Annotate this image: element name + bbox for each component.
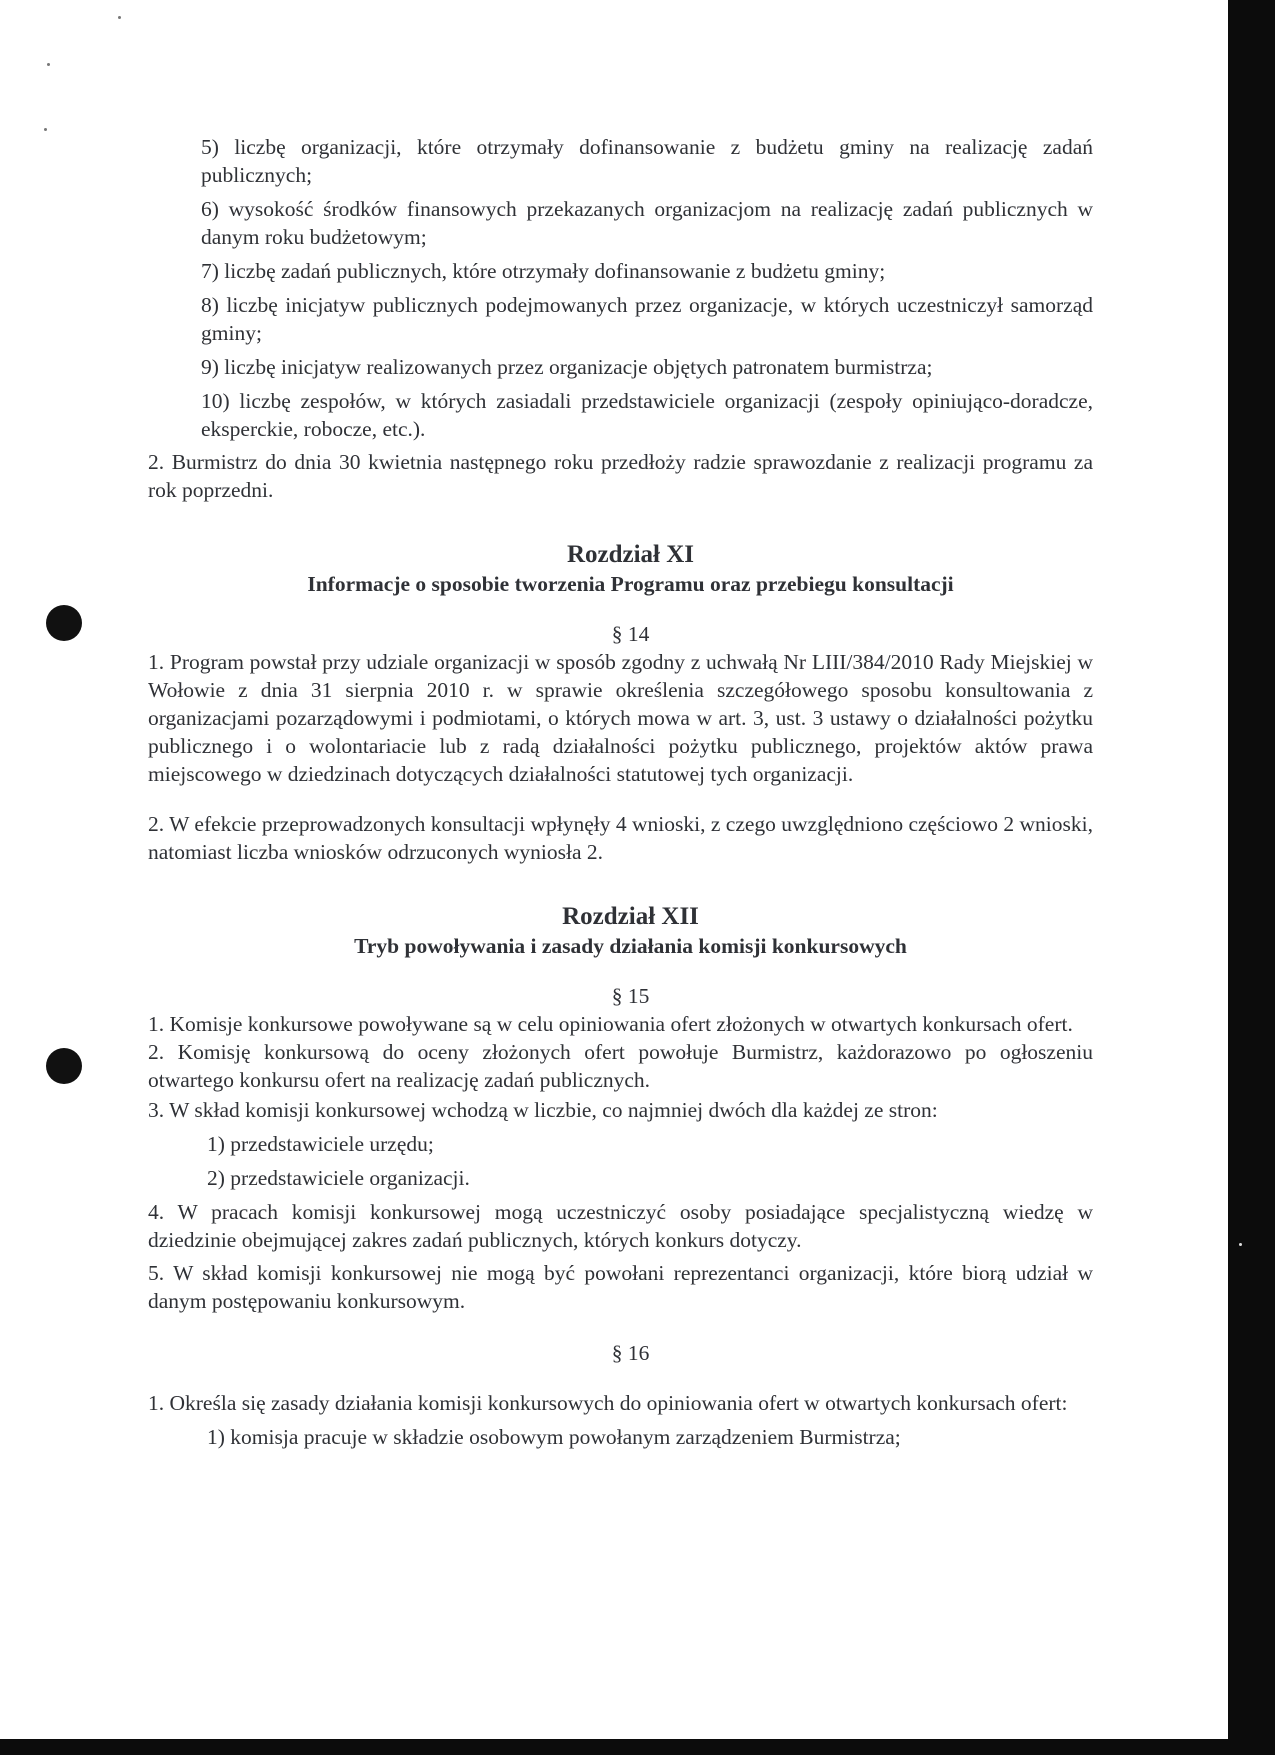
list-item: 5) liczbę organizacji, które otrzymały dofinansowanie z budżetu gminy na realizację zadań publicznych; <box>201 135 1093 187</box>
scan-speck <box>44 128 47 131</box>
section-15-point-2: 2. Komisję konkursową do oceny złożonych ofert powołuje Burmistrz, każdorazowo po ogłoszeniu otwartego konkursu ofert na realizację zadań publicznych. <box>148 1040 1093 1092</box>
section-15-point-5: 5. W skład komisji konkursowej nie mogą być powołani reprezentanci organizacji, które biorą udział w danym postępowaniu konkursowym. <box>148 1261 1093 1313</box>
chapter-title: Rozdział XI <box>566 541 695 568</box>
chapter-subtitle: Informacje o sposobie tworzenia Programu oraz przebiegu konsultacji <box>307 572 954 596</box>
scan-speck <box>1239 1243 1242 1246</box>
reporting-items <box>148 133 1093 504</box>
list-item: 1) komisja pracuje w składzie osobowym powołanym zarządzeniem Burmistrza; <box>207 1425 901 1449</box>
punch-hole-top <box>46 605 82 641</box>
list-item: 8) liczbę inicjatyw publicznych podejmowanych przez organizacje, w których uczestniczył samorząd gminy; <box>201 293 1093 345</box>
list-item: 6) wysokość środków finansowych przekazanych organizacjom na realizację zadań publicznych w danym roku budżetowym; <box>201 197 1093 249</box>
list-item: 1) przedstawiciele urzędu; <box>207 1132 434 1156</box>
list-item: 7) liczbę zadań publicznych, które otrzymały dofinansowanie z budżetu gminy; <box>201 259 886 283</box>
list-item: 9) liczbę inicjatyw realizowanych przez organizacje objętych patronatem burmistrza; <box>201 355 933 379</box>
chapter-title: Rozdział XII <box>562 903 699 930</box>
section-14-point-2: 2. W efekcie przeprowadzonych konsultacji wpłynęły 4 wnioski, z czego uwzględniono częściowo 2 wnioski, natomiast liczba wniosków odrzuconych wyniosła 2. <box>148 812 1093 864</box>
section-14-point-1: 1. Program powstał przy udziale organizacji w sposób zgodny z uchwałą Nr LIII/384/2010 Rady Miejskiej w Wołowie z dnia 31 sierpnia 2010 r. w sprawie określenia szczegółowego sposobu konsultowania z organizacjami pozarządowymi i podmiotami, o których mowa w art. 3, ust. 3 ustawy o działalności pożytku publicznego i o wolontariacie lub z radą działalności pożytku publicznego, projektów aktów prawa miejscowego w dziedzinach dotyczących działalności statutowej tych organizacji. <box>148 650 1093 786</box>
point-2: 2. Burmistrz do dnia 30 kwietnia następnego roku przedłoży radzie sprawozdanie z realizacji programu za rok poprzedni. <box>148 450 1093 502</box>
section-sign-16: § 16 <box>611 1341 650 1365</box>
section-15-point-4: 4. W pracach komisji konkursowej mogą uczestniczyć osoby posiadające specjalistyczną wiedzę w dziedzinie obejmującej zakres zadań publicznych, których konkurs dotyczy. <box>148 1200 1093 1252</box>
scan-edge-bottom <box>0 1739 1275 1755</box>
section-sign-14: § 14 <box>611 622 650 646</box>
list-item: 2) przedstawiciele organizacji. <box>207 1166 470 1190</box>
chapter-11 <box>148 540 1093 866</box>
scan-edge-right <box>1228 0 1275 1755</box>
scan-speck <box>47 63 50 66</box>
punch-hole-bottom <box>46 1048 82 1084</box>
section-16-point-1: 1. Określa się zasady działania komisji konkursowych do opiniowania ofert w otwartych konkursach ofert: <box>148 1391 1068 1415</box>
list-item: 10) liczbę zespołów, w których zasiadali przedstawiciele organizacji (zespoły opiniująco-doradcze, eksperckie, robocze, etc.). <box>201 389 1093 441</box>
chapter-12 <box>148 902 1093 1451</box>
section-15-point-3: 3. W skład komisji konkursowej wchodzą w liczbie, co najmniej dwóch dla każdej ze stron: <box>148 1098 938 1122</box>
section-15-point-1: 1. Komisje konkursowe powoływane są w celu opiniowania ofert złożonych w otwartych konkursach ofert. <box>148 1012 1073 1036</box>
section-sign-15: § 15 <box>611 984 650 1008</box>
document-page <box>148 133 1093 1451</box>
chapter-subtitle: Tryb powoływania i zasady działania komisji konkursowych <box>354 934 907 958</box>
scan-speck <box>118 16 121 19</box>
